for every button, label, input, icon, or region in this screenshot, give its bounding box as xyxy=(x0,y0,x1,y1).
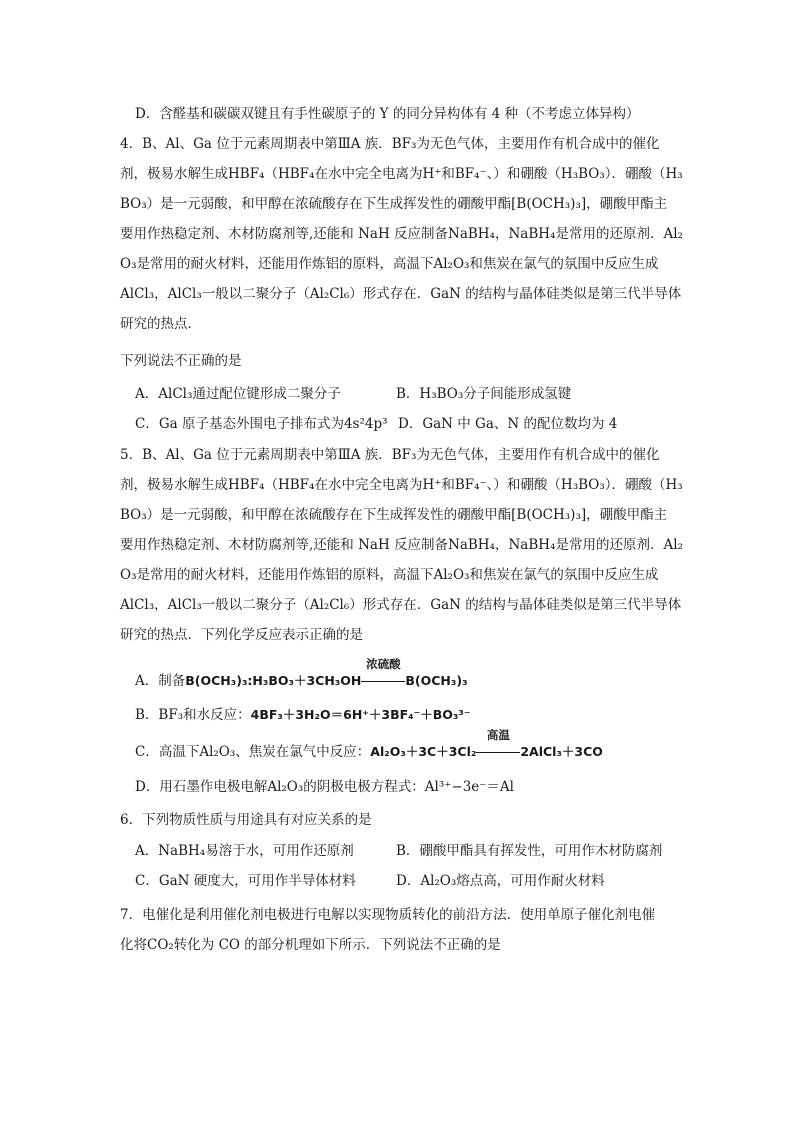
q5-passage-line: 研究的热点．下列化学反应表示正确的是 xyxy=(120,627,363,643)
q7-stem-line: 化将CO₂转化为 CO 的部分机理如下所示．下列说法不正确的是 xyxy=(120,937,501,953)
q5-option-a xyxy=(135,657,468,691)
q4-option-b: B．H₃BO₃分子间能形成氢键 xyxy=(396,386,572,402)
q4-stem: 下列说法不正确的是 xyxy=(120,353,242,369)
reaction-condition xyxy=(476,728,520,762)
q6-option-d: D．Al₂O₃熔点高，可用作耐火材料 xyxy=(396,873,605,889)
q4-passage-line: O₃是常用的耐火材料，还能用作炼铝的原料，高温下Al₂O₃和焦炭在氯气的氛围中反应生成 xyxy=(120,256,659,272)
q5-passage-line: 要用作热稳定剂、木材防腐剂等,还能和 NaH 反应制备NaBH₄，NaBH₄是常用的还原剂．Al₂ xyxy=(120,537,683,553)
q5-option-a-formula: B(OCH₃)₃:H₃BO₃＋3CH₃OH xyxy=(185,673,362,688)
q6-option-a: A．NaBH₄易溶于水，可用作还原剂 xyxy=(135,843,354,859)
q5-option-b-formula: 4BF₃＋3H₂O＝6H⁺＋3BF₄⁻＋BO₃³⁻ xyxy=(250,707,471,722)
q5-passage-line: BO₃）是一元弱酸，和甲醇在浓硫酸存在下生成挥发性的硼酸甲酯[B(OCH₃)₃]，硼酸甲酯主 xyxy=(120,507,668,523)
q5-option-b xyxy=(135,705,470,725)
q5-option-d: D．用石墨作电极电解Al₂O₃的阴极电极方程式：Al³⁺−3e⁻＝Al xyxy=(135,779,514,795)
q5-option-c-product: 2AlCl₃＋3CO xyxy=(520,744,603,759)
q5-option-c-label: C．高温下Al₂O₃、焦炭在氯气中反应： xyxy=(135,744,371,760)
q5-option-c xyxy=(135,728,603,762)
q4-passage-line: 4．B、Al、Ga 位于元素周期表中第ⅢA 族．BF₃为无色气体，主要用作有机合成中的催化 xyxy=(120,136,660,152)
reaction-bar xyxy=(476,752,520,753)
q4-option-c: C．Ga 原子基态外围电子排布式为4s²4p³ xyxy=(135,416,388,432)
q5-passage-line: O₃是常用的耐火材料，还能用作炼铝的原料，高温下Al₂O₃和焦炭在氯气的氛围中反应生成 xyxy=(120,567,659,583)
q4-passage-line: AlCl₃，AlCl₃一般以二聚分子（Al₂Cl₆）形式存在．GaN 的结构与晶体硅类似是第三代半导体 xyxy=(120,286,682,302)
q4-passage-line: 研究的热点． xyxy=(120,316,201,332)
q4-passage-line: 要用作热稳定剂、木材防腐剂等,还能和 NaH 反应制备NaBH₄，NaBH₄是常用的还原剂．Al₂ xyxy=(120,226,683,242)
q5-option-b-label: B．BF₃和水反应： xyxy=(135,707,251,723)
q5-option-a-product: B(OCH₃)₃ xyxy=(405,673,468,688)
q6-option-b: B．硼酸甲酯具有挥发性，可用作木材防腐剂 xyxy=(396,843,663,859)
q4-option-a: A．AlCl₃通过配位键形成二聚分子 xyxy=(135,386,341,402)
option-d-prev: D．含醛基和碳碳双键且有手性碳原子的 Y 的同分异构体有 4 种（不考虑立体异构） xyxy=(135,106,640,122)
reaction-bar xyxy=(361,681,405,682)
q5-option-a-label: A．制备 xyxy=(135,673,186,689)
q5-option-c-formula: Al₂O₃＋3C＋3Cl₂ xyxy=(370,744,477,759)
q6-stem: 6．下列物质性质与用途具有对应关系的是 xyxy=(120,812,372,828)
condition-label: 高温 xyxy=(486,728,510,742)
q4-passage-line: 剂，极易水解生成HBF₄（HBF₄在水中完全电离为H⁺和BF₄⁻、）和硼酸（H₃BO₃）．硼酸（H₃ xyxy=(120,166,683,182)
condition-label: 浓硫酸 xyxy=(366,657,401,671)
q5-passage-line: 剂，极易水解生成HBF₄（HBF₄在水中完全电离为H⁺和BF₄⁻、）和硼酸（H₃BO₃）．硼酸（H₃ xyxy=(120,477,683,493)
q5-passage-line: AlCl₃，AlCl₃一般以二聚分子（Al₂Cl₆）形式存在．GaN 的结构与晶体硅类似是第三代半导体 xyxy=(120,597,682,613)
q7-stem-line: 7．电催化是利用催化剂电极进行电解以实现物质转化的前沿方法．使用单原子催化剂电催 xyxy=(120,907,656,923)
q4-option-d: D．GaN 中 Ga、N 的配位数均为 4 xyxy=(398,416,618,432)
q5-passage-line: 5．B、Al、Ga 位于元素周期表中第ⅢA 族．BF₃为无色气体，主要用作有机合成中的催化 xyxy=(120,447,660,463)
reaction-condition xyxy=(361,657,405,691)
q6-option-c: C．GaN 硬度大，可用作半导体材料 xyxy=(135,873,356,889)
q4-passage-line: BO₃）是一元弱酸，和甲醇在浓硫酸存在下生成挥发性的硼酸甲酯[B(OCH₃)₃]，硼酸甲酯主 xyxy=(120,196,668,212)
